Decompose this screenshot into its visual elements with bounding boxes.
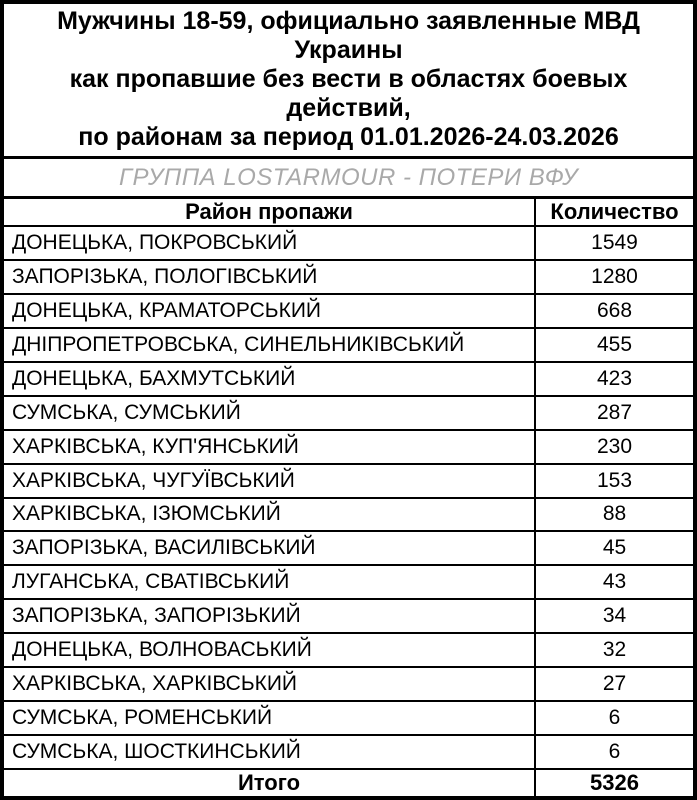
table-row [4, 464, 693, 498]
district-cell: ДОНЕЦЬКА, ПОКРОВСЬКИЙ [4, 226, 535, 260]
table-row [4, 396, 693, 430]
district-cell: ХАРКІВСЬКА, ХАРКІВСЬКИЙ [4, 667, 535, 701]
table-row [4, 294, 693, 328]
column-header-district: Район пропажи [4, 199, 535, 226]
count-cell: 1549 [535, 226, 693, 260]
count-cell: 1280 [535, 260, 693, 294]
total-label: Итого [4, 769, 535, 796]
table-row [4, 667, 693, 701]
district-cell: ЗАПОРІЗЬКА, ПОЛОГІВСЬКИЙ [4, 260, 535, 294]
table-row [4, 260, 693, 294]
table-row [4, 735, 693, 769]
count-cell: 455 [535, 328, 693, 362]
watermark-subtitle: ГРУППА LOSTARMOUR - ПОТЕРИ ВФУ [4, 159, 693, 199]
district-cell: ХАРКІВСЬКА, КУП'ЯНСЬКИЙ [4, 430, 535, 464]
district-cell: ДОНЕЦЬКА, КРАМАТОРСЬКИЙ [4, 294, 535, 328]
count-cell: 6 [535, 735, 693, 769]
table-container [4, 199, 693, 796]
table-row [4, 362, 693, 396]
title-line-3: по районам за период 01.01.2026-24.03.2026 [78, 123, 619, 151]
title-line-1: Мужчины 18-59, официально заявленные МВД Украины [57, 7, 640, 64]
table-total-row [4, 769, 693, 796]
table-row [4, 633, 693, 667]
count-cell: 34 [535, 599, 693, 633]
district-cell: ДОНЕЦЬКА, ВОЛНОВАСЬКИЙ [4, 633, 535, 667]
district-cell: ДОНЕЦЬКА, БАХМУТСЬКИЙ [4, 362, 535, 396]
count-cell: 32 [535, 633, 693, 667]
district-cell: СУМСЬКА, ШОСТКИНСЬКИЙ [4, 735, 535, 769]
table-row [4, 599, 693, 633]
district-cell: СУМСЬКА, СУМСЬКИЙ [4, 396, 535, 430]
table-header-row [4, 199, 693, 226]
table-row [4, 531, 693, 565]
missing-persons-table [4, 199, 693, 796]
count-cell: 27 [535, 667, 693, 701]
count-cell: 230 [535, 430, 693, 464]
district-cell: ХАРКІВСЬКА, ЧУГУЇВСЬКИЙ [4, 464, 535, 498]
district-cell: ЗАПОРІЗЬКА, ВАСИЛІВСЬКИЙ [4, 531, 535, 565]
title-line-2: как пропавшие без вести в областях боевых действий, [69, 65, 628, 122]
table-row [4, 226, 693, 260]
count-cell: 6 [535, 701, 693, 735]
table-row [4, 498, 693, 532]
count-cell: 88 [535, 498, 693, 532]
table-row [4, 565, 693, 599]
column-header-count: Количество [535, 199, 693, 226]
district-cell: СУМСЬКА, РОМЕНСЬКИЙ [4, 701, 535, 735]
district-cell: ЛУГАНСЬКА, СВАТІВСЬКИЙ [4, 565, 535, 599]
total-value: 5326 [535, 769, 693, 796]
table-row [4, 430, 693, 464]
table-row [4, 328, 693, 362]
count-cell: 423 [535, 362, 693, 396]
district-cell: ДНІПРОПЕТРОВСЬКА, СИНЕЛЬНИКІВСЬКИЙ [4, 328, 535, 362]
district-cell: ЗАПОРІЗЬКА, ЗАПОРІЗЬКИЙ [4, 599, 535, 633]
count-cell: 153 [535, 464, 693, 498]
count-cell: 287 [535, 396, 693, 430]
count-cell: 668 [535, 294, 693, 328]
count-cell: 43 [535, 565, 693, 599]
count-cell: 45 [535, 531, 693, 565]
page-title [4, 4, 693, 159]
table-row [4, 701, 693, 735]
district-cell: ХАРКІВСЬКА, ІЗЮМСЬКИЙ [4, 498, 535, 532]
